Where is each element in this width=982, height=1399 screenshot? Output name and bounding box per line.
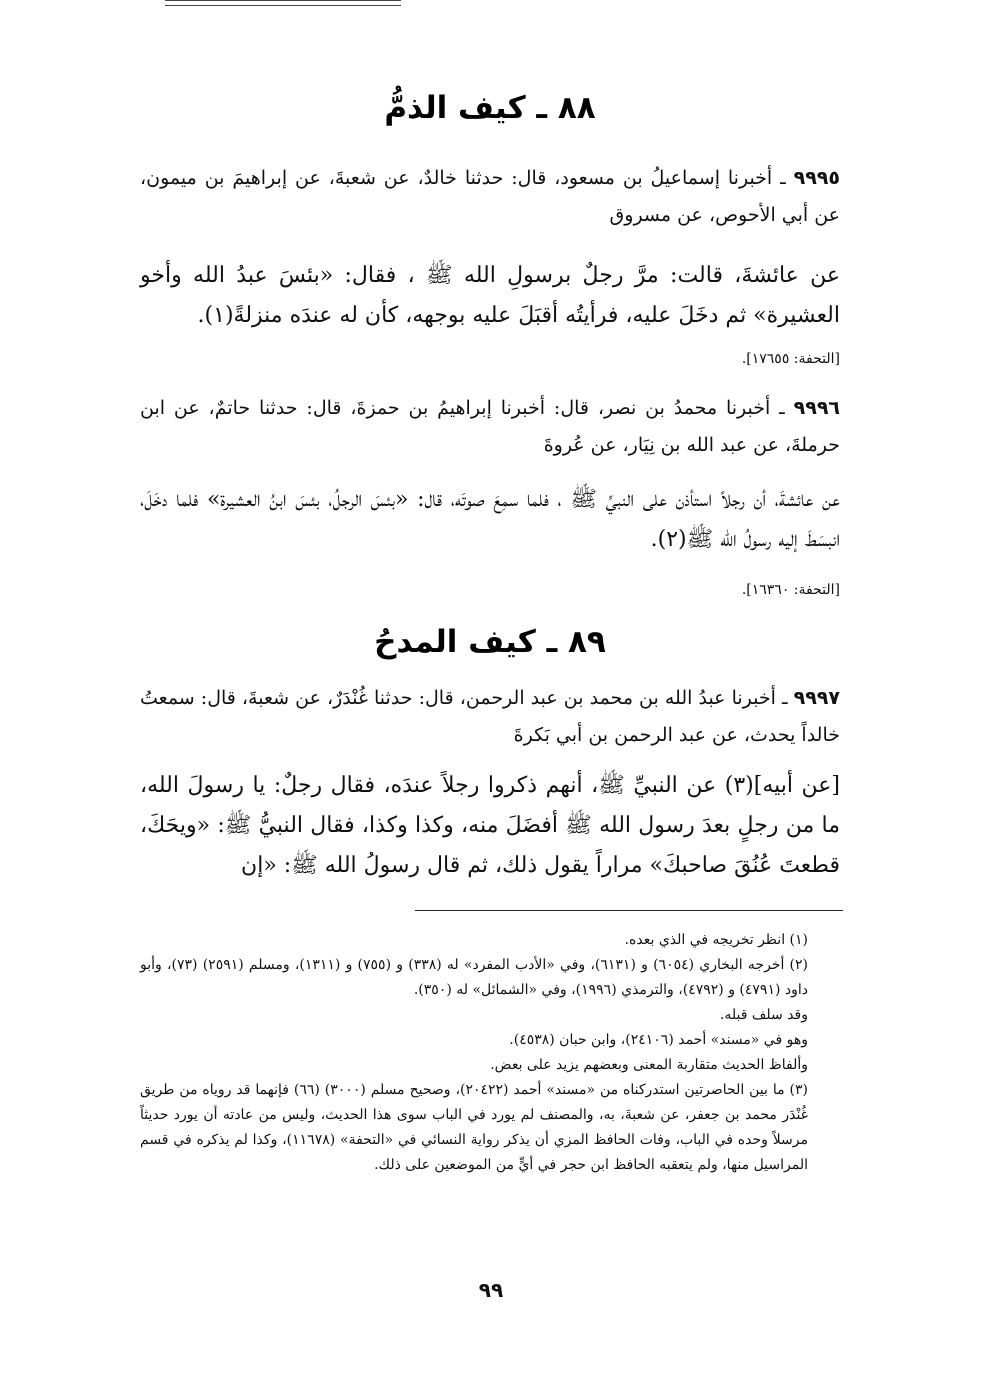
hadith-9995-chain xyxy=(140,160,840,234)
section-title: كيف المدحُ xyxy=(374,624,536,660)
hadith-number: ٩٩٩٥ xyxy=(793,167,840,189)
footnote-2-note-a: وقد سلف قبله. xyxy=(719,1007,808,1023)
hadith-9996-chain xyxy=(140,390,840,464)
document-page xyxy=(140,0,840,1399)
hadith-dash: ـ xyxy=(775,687,788,709)
section-heading-89 xyxy=(140,622,840,662)
section-title: كيف الذمُّ xyxy=(384,90,526,126)
footnote-1: (١) انظر تخريجه في الذي بعده. xyxy=(624,932,808,948)
hadith-9996-matn: عن عائشةَ، أن رجلاً استأذن على النبيِّ ﷺ ، فلما سمِعَ صوتَه، قال: «بئسَ الرجلُ، بئسَ ابنُ العشيرة» فلما دخَلَ، انبسَطَ إليه رسولُ الله ﷺ(٢). xyxy=(140,487,840,552)
page-number: ٩٩ xyxy=(478,1278,504,1302)
hadith-9997-chain xyxy=(140,680,840,754)
footnote-separator xyxy=(415,910,843,911)
isnad-text: أخبرنا عبدُ الله بن محمد بن عبد الرحمن، قال: حدثنا غُنْدَرٌ، عن شعبةَ، قال: سمعتُ خالداً يحدث، عن عبد الرحمن بن أبي بَكرةَ xyxy=(140,687,840,746)
footnote-2-note-b: وهو في «مسند» أحمد (٢٤١٠٦)، وابن حبان (٤٥٣٨). xyxy=(509,1032,808,1048)
footnote-2: (٢) أخرجه البخاري (٦٠٥٤) و (٦١٣١)، وفي «الأدب المفرد» له (٣٣٨) و (٧٥٥) و (١٣١١)، ومسلم (٢٥٩١) (٧٣)، وأبو داود (٤٧٩١) و (٤٧٩٢)، والترمذي (١٩٩٦)، وفي «الشمائل» له (٣٥٠). xyxy=(140,957,809,998)
heading-dash: ـ xyxy=(535,624,558,660)
hadith-dash: ـ xyxy=(770,397,785,419)
hadith-9995-reference: [التحفة: ١٧٦٥٥]. xyxy=(741,351,840,367)
hadith-dash: ـ xyxy=(772,167,786,189)
isnad-text: أخبرنا محمدُ بن نصر، قال: أخبرنا إبراهيمُ بن حمزةَ، قال: حدثنا حاتمٌ، عن ابن حرملةَ، عن عبد الله بن نِيَار، عن عُروةَ xyxy=(140,397,840,456)
footnote-3: (٣) ما بين الحاصرتين استدركناه من «مسند» أحمد (٢٠٤٢٢)، وصحيح مسلم (٣٠٠٠) (٦٦) فإنهما قد روياه من طريق غُنْدَر محمد بن جعفر، عن شعبةَ، به، والمصنف لم يورد في الباب سوى هذا الحديث، وليس من عادته أن يورد حديثاً مرسلاً وحده في الباب، وفات الحافظ المزي أن يذكر رواية النسائي في «التحفة» (١١٦٧٨)، وكذا لم يذكره في قسم المراسيل منها، ولم يتعقبه الحافظ ابن حجر في أيٍّ من الموضعين على ذلك. xyxy=(140,1082,809,1173)
footnote-2-note-c: وألفاظ الحديث متقاربة المعنى وبعضهم يزيد على بعض. xyxy=(490,1057,808,1073)
hadith-9997-matn: [عن أبيه](٣) عن النبيِّ ﷺ، أنهم ذكروا رجلاً عندَه، فقال رجلٌ: يا رسولَ الله، ما من رجلٍ بعدَ رسول الله ﷺ أفضَلَ منه، وكذا وكذا، فقال النبيُّ ﷺ: «ويحَكَ، قطعتَ عُنُقَ صاحبكَ» مراراً يقول ذلك، ثم قال رسولُ الله ﷺ: «إن xyxy=(140,773,840,878)
hadith-number: ٩٩٩٧ xyxy=(793,687,840,709)
hadith-number: ٩٩٩٦ xyxy=(793,397,841,419)
section-heading-88 xyxy=(140,88,840,128)
hadith-9996-reference: [التحفة: ١٦٣٦٠]. xyxy=(741,582,840,598)
footnotes xyxy=(140,928,840,1178)
isnad-text: أخبرنا إسماعيلُ بن مسعود، قال: حدثنا خالدٌ، عن شعبةَ، عن إبراهيمَ بن ميمون، عن أبي الأحوص، عن مسروق xyxy=(140,167,840,226)
hadith-9995-matn: عن عائشةَ، قالت: مرَّ رجلٌ برسولِ الله ﷺ ، فقال: «بئسَ عبدُ الله وأخو العشيرة» ثم دخَلَ عليه، فرأيتُه أقبَلَ عليه بوجهه، كأن له عندَه منزلةً(١). xyxy=(140,263,840,328)
section-number: ٨٨ xyxy=(557,90,596,126)
heading-dash: ـ xyxy=(525,90,548,126)
section-number: ٨٩ xyxy=(568,624,606,660)
